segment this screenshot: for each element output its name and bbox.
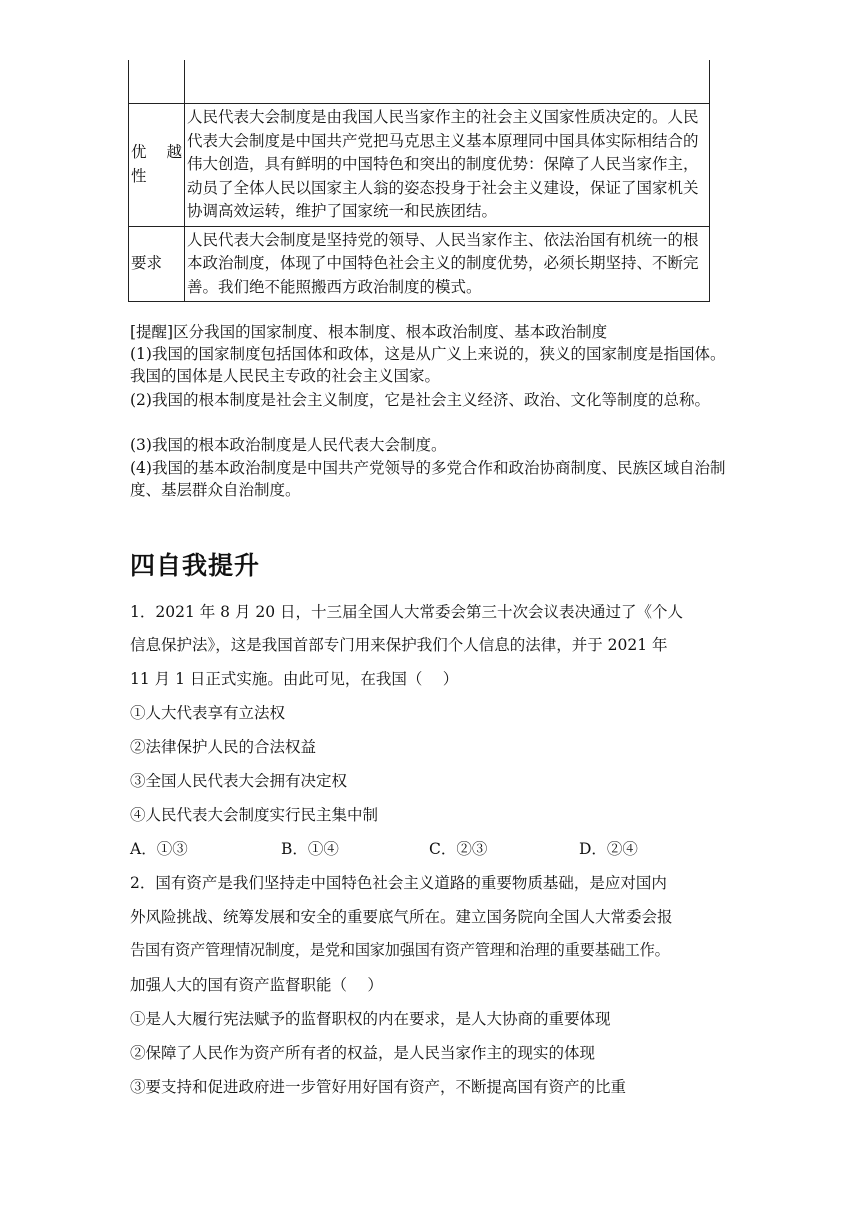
- question-2-text-line: 外风险挑战、统筹发展和安全的重要底气所在。建立国务院向全国人大常委会报: [130, 908, 673, 926]
- reminder-item: (4)我国的基本政治制度是中国共产党领导的多党合作和政治协商制度、民族区域自治制度、基层群众自治制度。: [130, 459, 726, 499]
- summary-table: [128, 60, 710, 302]
- row-content-advantage: 人民代表大会制度是由我国人民当家作主的社会主义国家性质决定的。人民代表大会制度是中国共产党把马克思主义基本原理同中国具体实际相结合的伟大创造，具有鲜明的中国特色和突出的制度优势：保障了人民当家作主，动员了全体人民以国家主人翁的姿态投身于社会主义建设，保证了国家机关协调高效运转，维护了国家统一和民族团结。: [185, 104, 710, 227]
- question-1-text-line: 信息保护法》，这是我国首部专门用来保护我们个人信息的法律，并于 2021 年: [130, 636, 668, 654]
- reminder-item: (3)我国的根本政治制度是人民代表大会制度。: [130, 436, 447, 454]
- table-row: [129, 226, 710, 302]
- question-2-statement: ①是人大履行宪法赋予的监督职权的内在要求，是人大协商的重要体现: [130, 1010, 611, 1028]
- question-1-option-a: A．①③: [130, 840, 188, 858]
- question-1-option-c: C．②③: [429, 840, 488, 858]
- label-char: 越: [166, 143, 182, 162]
- question-1-text-line: 11 月 1 日正式实施。由此可见，在我国（ ）: [130, 670, 459, 688]
- question-1-option-b: B．①④: [281, 840, 339, 858]
- table-row: [129, 60, 710, 104]
- question-1-statement: ③全国人民代表大会拥有决定权: [130, 772, 348, 790]
- reminder-item: (1)我国的国家制度包括国体和政体，这是从广义上来说的，狭义的国家制度是指国体。我国的国体是人民民主专政的社会主义国家。: [130, 345, 726, 385]
- question-2-text-line: 2．国有资产是我们坚持走中国特色社会主义道路的重要物质基础，是应对国内: [130, 874, 667, 892]
- question-1-statement: ④人民代表大会制度实行民主集中制: [130, 806, 379, 824]
- row-label-advantage: [129, 104, 185, 227]
- label-char: 性: [131, 166, 147, 185]
- question-2-text-line: 加强人大的国有资产监督职能（ ）: [130, 976, 383, 994]
- table-cell: [129, 60, 185, 104]
- question-2-statement: ②保障了人民作为资产所有者的权益，是人民当家作主的现实的体现: [130, 1044, 596, 1062]
- reminder-title: [提醒]区分我国的国家制度、根本制度、根本政治制度、基本政治制度: [130, 323, 608, 341]
- label-char: 优: [131, 143, 147, 162]
- question-1-option-d: D．②④: [579, 840, 638, 858]
- question-1-text-line: 1．2021 年 8 月 20 日，十三届全国人大常委会第三十次会议表决通过了《个人: [130, 603, 684, 621]
- question-1-statement: ①人大代表享有立法权: [130, 704, 286, 722]
- row-content-requirement: 人民代表大会制度是坚持党的领导、人民当家作主、依法治国有机统一的根本政治制度，体现了中国特色社会主义的制度优势，必须长期坚持、不断完善。我们绝不能照搬西方政治制度的模式。: [185, 226, 710, 302]
- table-cell: [185, 60, 710, 104]
- row-label-requirement: 要求: [129, 226, 185, 302]
- question-2-statement: ③要支持和促进政府进一步管好用好国有资产，不断提高国有资产的比重: [130, 1078, 627, 1096]
- question-2-text-line: 告国有资产管理情况制度，是党和国家加强国有资产管理和治理的重要基础工作。: [130, 941, 670, 959]
- question-1-statement: ②法律保护人民的合法权益: [130, 738, 317, 756]
- table-row: [129, 104, 710, 227]
- section-heading: 四自我提升: [130, 551, 261, 580]
- reminder-item: (2)我国的根本制度是社会主义制度，它是社会主义经济、政治、文化等制度的总称。: [130, 391, 710, 409]
